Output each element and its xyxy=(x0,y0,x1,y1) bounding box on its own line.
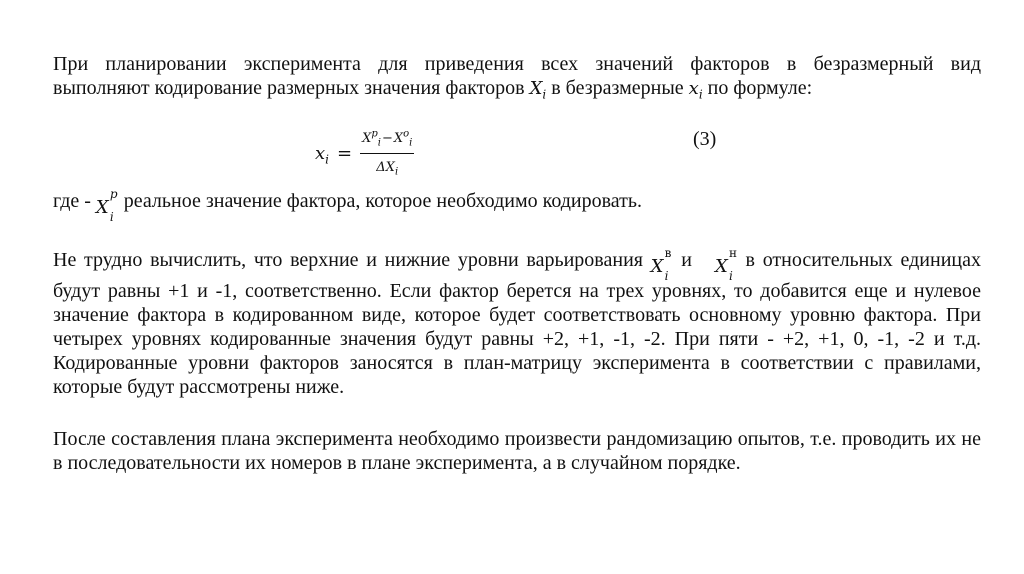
formula-denominator: $\Delta X_i$ xyxy=(376,160,399,178)
formula-numerator: $X^p_i-X^o_i$ xyxy=(360,127,414,154)
symbol-X-i-upper: X в i xyxy=(650,246,672,283)
symbol-X-i-lower: X н i xyxy=(715,246,738,283)
symbol-X-i: $X_i$ xyxy=(529,78,547,102)
formula-fraction xyxy=(360,127,414,180)
formula-lhs: $x_i$ xyxy=(315,142,329,167)
formula-equals: = xyxy=(337,142,353,164)
paragraph-where: где - X p i реальное значение фактора, которое необходимо кодировать. xyxy=(53,187,643,224)
document-page xyxy=(53,52,981,475)
paragraph-randomization: После составления плана эксперимента необходимо произвести рандомизацию опытов, т.е. проводить их не в последовательности их номеров в плане эксперимента, а в случайном порядке. xyxy=(53,428,981,474)
coding-formula xyxy=(315,127,414,180)
paragraph-intro-line1: При планировании эксперимента для приведения всех значений факторов в безразмерный вид xyxy=(53,53,981,75)
symbol-x-i: $x_i$ xyxy=(688,78,703,102)
formula-block xyxy=(53,123,981,183)
paragraph-intro-line2: выполняют кодирование размерных значения факторов $X_i$ в безразмерные $x_i$ по формуле: xyxy=(53,77,813,102)
paragraph-levels: Не трудно вычислить, что верхние и нижние уровни варьирования X в i и X н i в относительных единицах будут равны +1 и -1, соответственно. Если фактор берется на трех уровнях, то добавится еще и нулевое значение фактора в кодированном виде, которое будет соответствовать основному уровню фактора. При четырех уровнях кодированные значения будут равны +2, +1, -1, -2. При пяти - +2, +1, 0, -1, -2 и т.д. Кодированные уровни факторов заносятся в план-матрицу эксперимента в соответствии с правилами, которые будут рассмотрены ниже. xyxy=(53,246,981,398)
symbol-X-i-p: X p i xyxy=(95,187,118,224)
equation-number: (3) xyxy=(693,128,717,150)
